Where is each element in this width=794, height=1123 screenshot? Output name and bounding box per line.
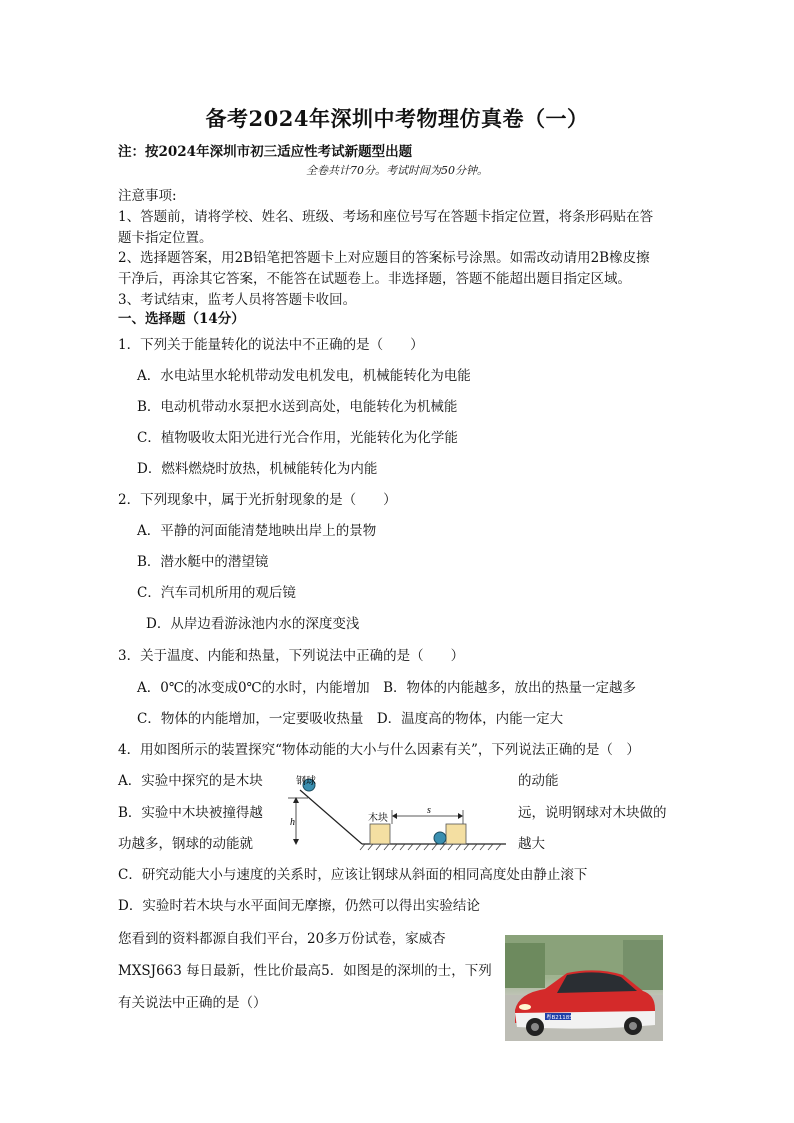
page-title: 备考2024年深圳中考物理仿真卷（一）: [205, 106, 589, 131]
question-1-option-d: D．燃料燃烧时放热，机械能转化为内能: [137, 461, 378, 477]
question-4-stem: 4．用如图所示的装置探究“物体动能的大小与什么因素有关”，下列说法正确的是（ ）: [118, 742, 640, 758]
section-heading-choice: 一、选择题（14分）: [118, 311, 245, 327]
question-3-stem: 3．关于温度、内能和热量，下列说法中正确的是（ ）: [118, 648, 465, 664]
question-4-option-c: C．研究动能大小与速度的关系时，应该让钢球从斜面的相同高度处由静止滚下: [118, 867, 588, 883]
notice-item-1: 1、答题前，请将学校、姓名、班级、考场和座位号写在答题卡指定位置，将条形码贴在答: [118, 209, 654, 225]
question-1-stem: 1．下列关于能量转化的说法中不正确的是（ ）: [118, 337, 424, 353]
notice-item-3: 3、考试结束，监考人员将答题卡收回。: [118, 292, 357, 308]
question-4-option-b: B．实验中木块被撞得越: [118, 805, 263, 821]
height-label: h: [290, 817, 295, 828]
shenzhen-taxi-photo: [505, 935, 663, 1041]
wooden-block-end: [446, 824, 466, 844]
question-4-option-b-cont: 远，说明钢球对木块做的: [518, 805, 667, 821]
score-line: 全卷共计70分。考试时间为50分钟。: [306, 164, 488, 177]
question-2-stem: 2．下列现象中，属于光折射现象的是（ ）: [118, 492, 397, 508]
distance-label: s: [427, 805, 431, 816]
question-2-option-c: C．汽车司机所用的观后镜: [137, 585, 296, 601]
question-4-option-b-line2: 功越多，钢球的动能就: [118, 836, 253, 852]
question-3-options-cd: C．物体的内能增加，一定要吸收热量 D．温度高的物体，内能一定大: [137, 711, 564, 727]
notice-heading: 注意事项:: [118, 188, 177, 204]
question-3-options-ab: A．0℃的冰变成0℃的水时，内能增加 B．物体的内能越多，放出的热量一定越多: [137, 680, 637, 696]
question-1-option-a: A．水电站里水轮机带动发电机发电，机械能转化为电能: [137, 368, 471, 384]
block-label: 木块: [368, 813, 388, 824]
incline-line: [300, 790, 362, 844]
notice-item-2: 2、选择题答案，用2B铅笔把答题卡上对应题目的答案标号涂黑。如需改动请用2B橡皮擦: [118, 250, 650, 266]
notice-item-1-cont: 题卡指定位置。: [118, 230, 213, 246]
wooden-block-start: [370, 824, 390, 844]
question-1-option-c: C．植物吸收太阳光进行光合作用，光能转化为化学能: [137, 430, 458, 446]
license-plate-text: 粤B2118S: [546, 1015, 573, 1021]
question-4-option-a-end: 的动能: [518, 773, 559, 789]
taxi-illustration: [505, 935, 663, 1041]
question-5-line-1: 您看到的资料都源自我们平台，20多万份试卷，家威杏: [118, 931, 446, 947]
question-5-line-3: 有关说法中正确的是（）: [118, 995, 267, 1011]
question-2-option-a: A．平静的河面能清楚地映出岸上的景物: [137, 523, 377, 539]
question-5-line-2: MXSJ663 每日最新，性比价最高5．如图是的深圳的士，下列: [118, 963, 492, 979]
ball-label: 钢球: [296, 776, 316, 787]
notice-item-2-cont: 干净后，再涂其它答案，不能答在试题卷上。非选择题，答题不能超出题目指定区域。: [118, 271, 631, 287]
steel-ball-end: [434, 832, 446, 844]
question-4-option-b-line2-end: 越大: [518, 836, 545, 852]
question-4-option-a: A．实验中探究的是木块: [118, 773, 263, 789]
exam-note: 注：按2024年深圳市初三适应性考试新题型出题: [118, 144, 413, 160]
incline-experiment-figure: [270, 772, 510, 854]
question-2-option-d: D．从岸边看游泳池内水的深度变浅: [146, 616, 360, 632]
ground-hatching: [360, 844, 501, 850]
question-1-option-b: B．电动机带动水泵把水送到高处，电能转化为机械能: [137, 399, 458, 415]
question-4-option-d: D．实验时若木块与水平面间无摩擦，仍然可以得出实验结论: [118, 898, 480, 914]
question-2-option-b: B．潜水艇中的潜望镜: [137, 554, 269, 570]
